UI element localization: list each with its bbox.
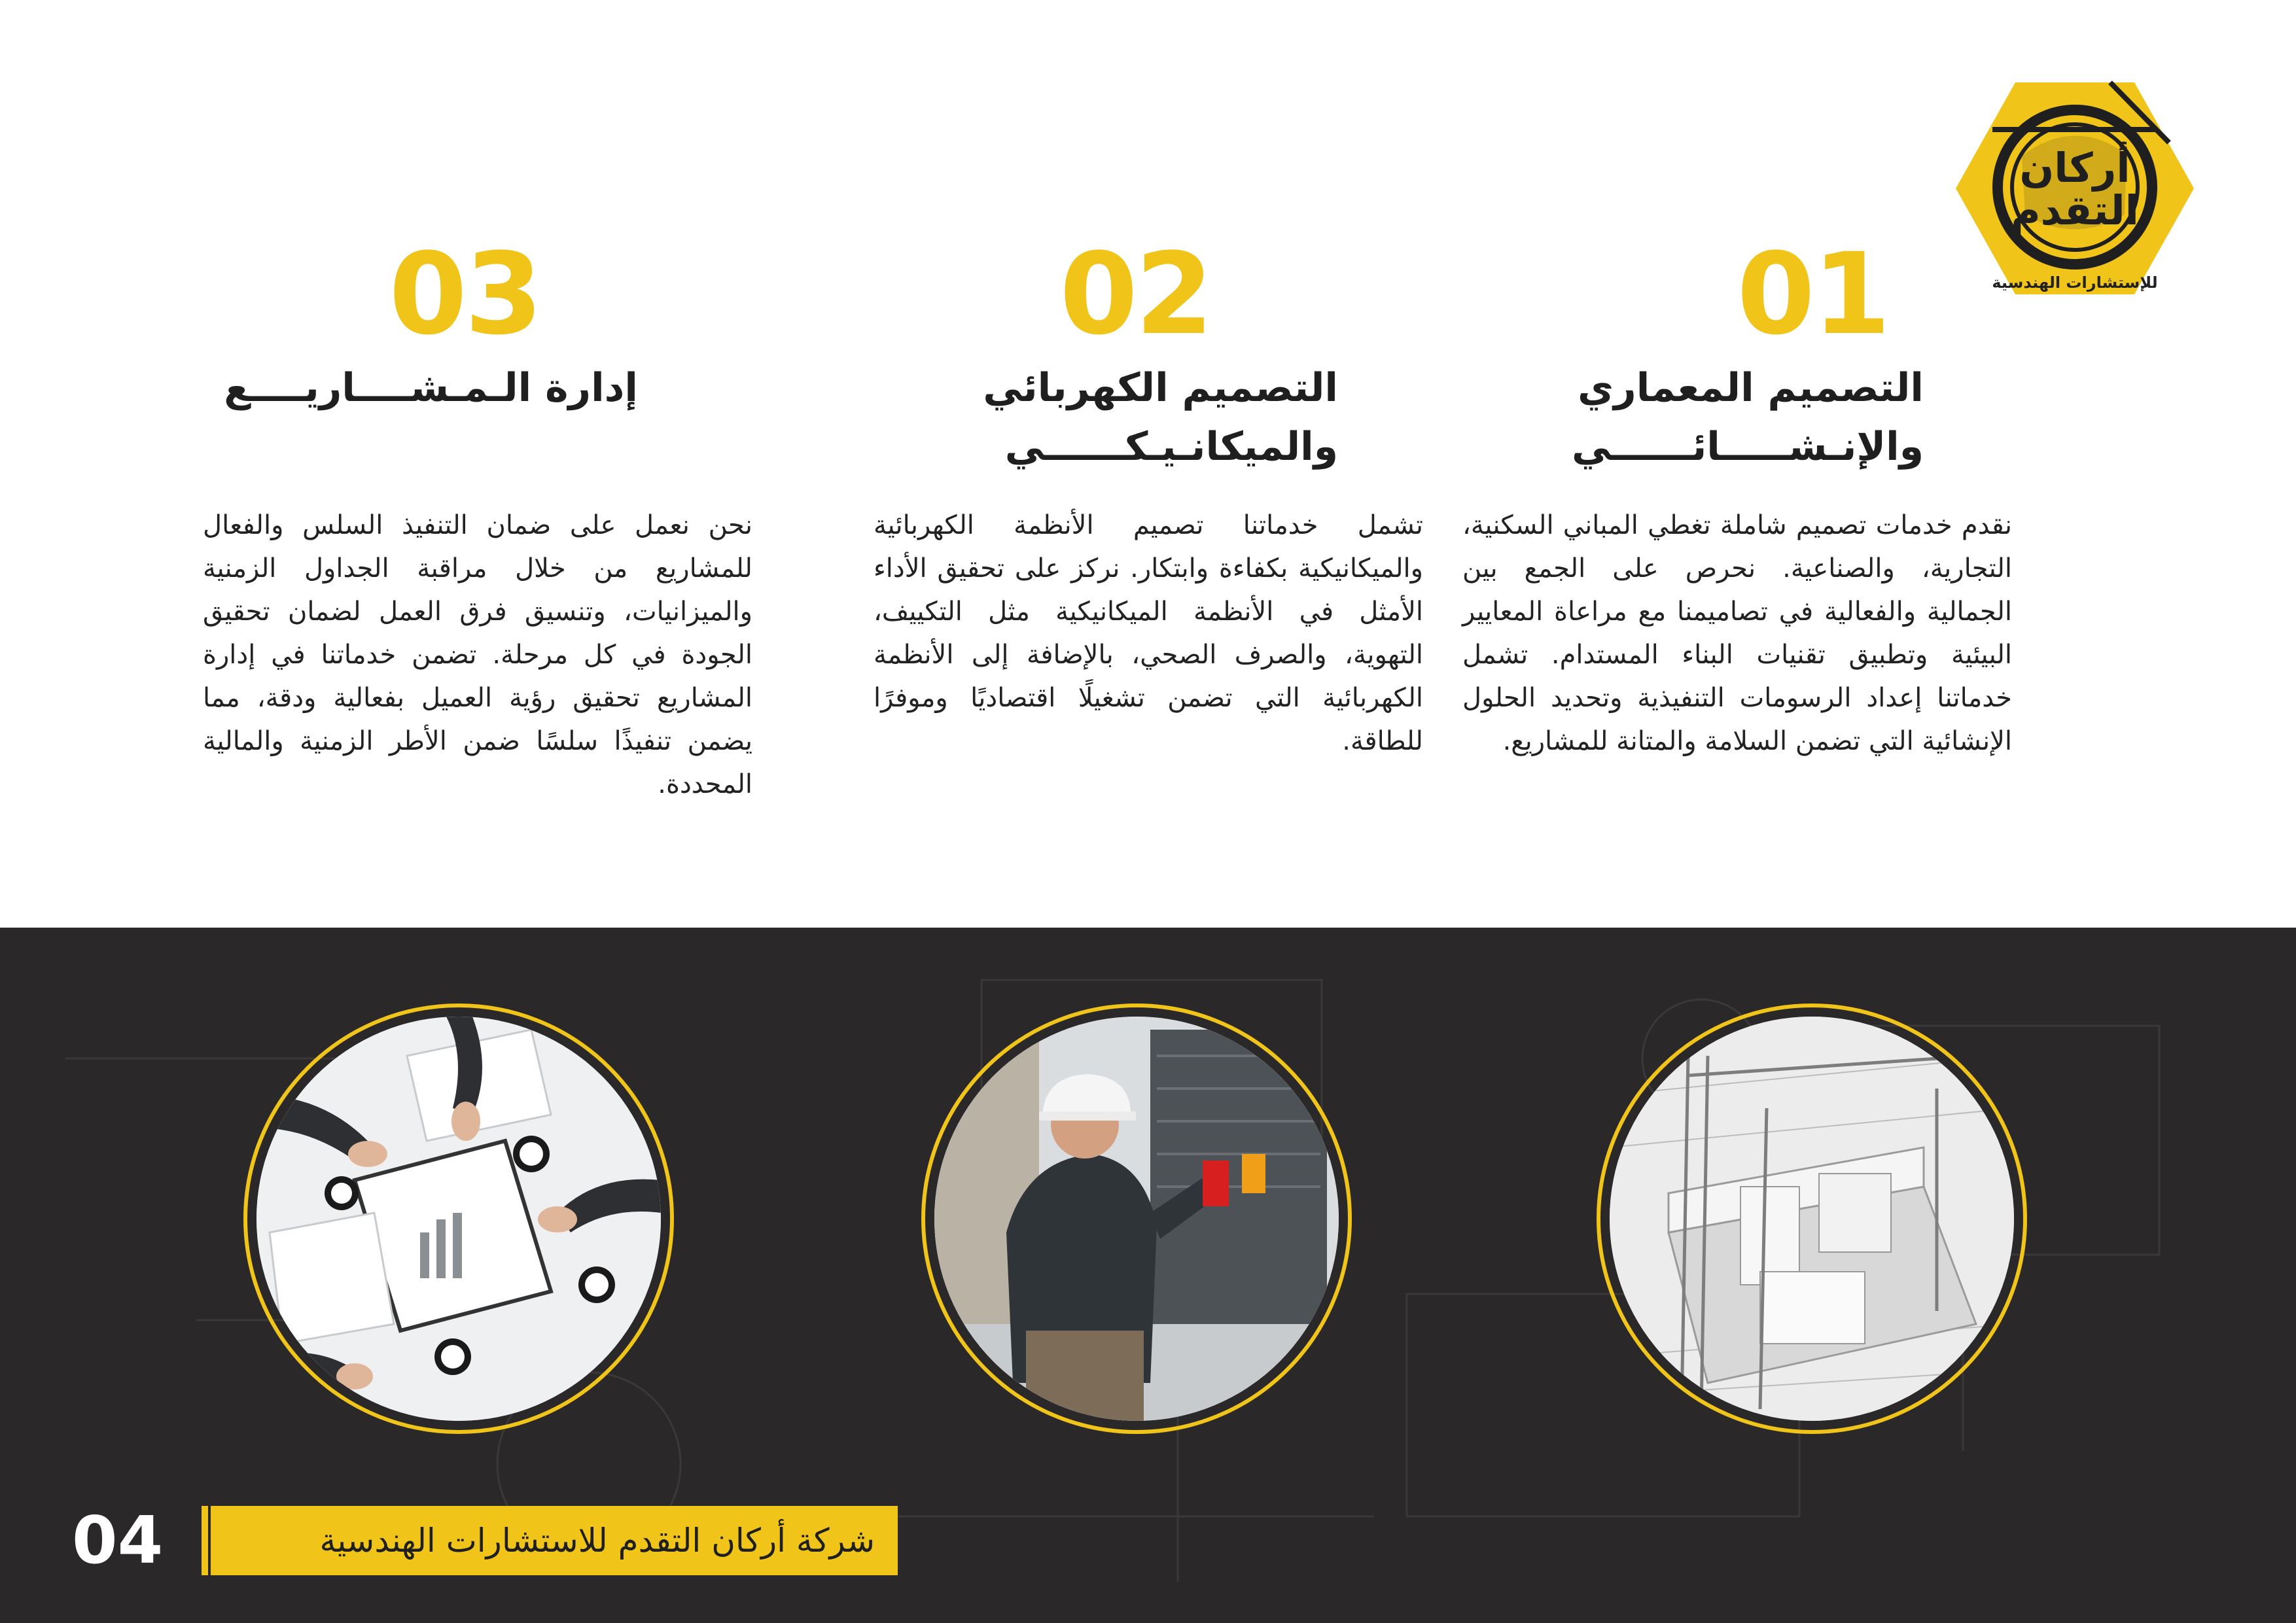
technician-illustration [934,1017,1339,1421]
footer-accent [202,1506,208,1575]
photo-architecture-model [1597,1003,2027,1434]
photo-hvac-technician [921,1003,1352,1434]
service-architectural [1462,228,2100,756]
logo-mark-line2: التقدم [2011,186,2139,234]
service-title-line2: والميكانـيـكــــــي [1004,424,1338,470]
logo-mark-line1: أركان [2019,144,2130,192]
service-description: نقدم خدمات تصميم شاملة تغطي المباني السكنية، التجارية، والصناعية. نحرص على الجمع بين الجمالية والفعالية في تصاميمنا مع مراعاة المعايير البيئية وتطبيق تقنيات البناء المستدام. تشمل خدماتنا إعداد الرسومات التنفيذية وتحديد الحلول الإنشائية التي تضمن السلامة والمتانة للمشاريع. [1462,510,2012,756]
service-description: نحن نعمل على ضمان التنفيذ السلس والفعال للمشاريع من خلال مراقبة الجداول الزمنية والميزانيات، وتنسيق فرق العمل لضمان تحقيق الجودة في كل مرحلة. تضمن خدماتنا في إدارة المشاريع تحقيق رؤية العميل بفعالية ودقة، مما يضمن تنفيذًا سلسًا ضمن الأطر الزمنية والمالية المحددة. [203,510,752,799]
service-description: تشمل خدماتنا تصميم الأنظمة الكهربائية والميكانيكية بكفاءة وابتكار. نركز على تحقيق الأداء الأمثل في الأنظمة الميكانيكية مثل التكييف، التهوية، والصرف الصحي، بالإضافة إلى الأنظمة الكهربائية التي تضمن تشغيلًا اقتصاديًا وموفرًا للطاقة. [874,510,1423,756]
service-title-line2: والإنـشـــــائــــــي [1572,424,1924,470]
service-electrical-mechanical [847,228,1423,756]
service-number: 01 [1737,228,1888,360]
photo-project-meeting [243,1003,674,1434]
service-number: 02 [1059,228,1211,360]
logo-subtitle: للإستشارات الهندسية [1992,273,2158,292]
service-title-line1: إدارة الـمـشــــاريــــع [224,365,638,411]
page-number: 04 [72,1502,164,1579]
service-title-line1: التصميم المعماري [1578,365,1924,411]
meeting-illustration [256,1017,661,1421]
footer-company-name: شركة أركان التقدم للاستشارات الهندسية [211,1506,898,1575]
service-number: 03 [389,228,540,360]
architecture-model-illustration [1610,1017,2014,1421]
service-project-management [177,228,752,799]
service-title-line1: التصميم الكهربائي [983,365,1338,411]
service-title [847,358,1423,476]
service-title [1525,358,2100,476]
service-title [177,358,752,417]
